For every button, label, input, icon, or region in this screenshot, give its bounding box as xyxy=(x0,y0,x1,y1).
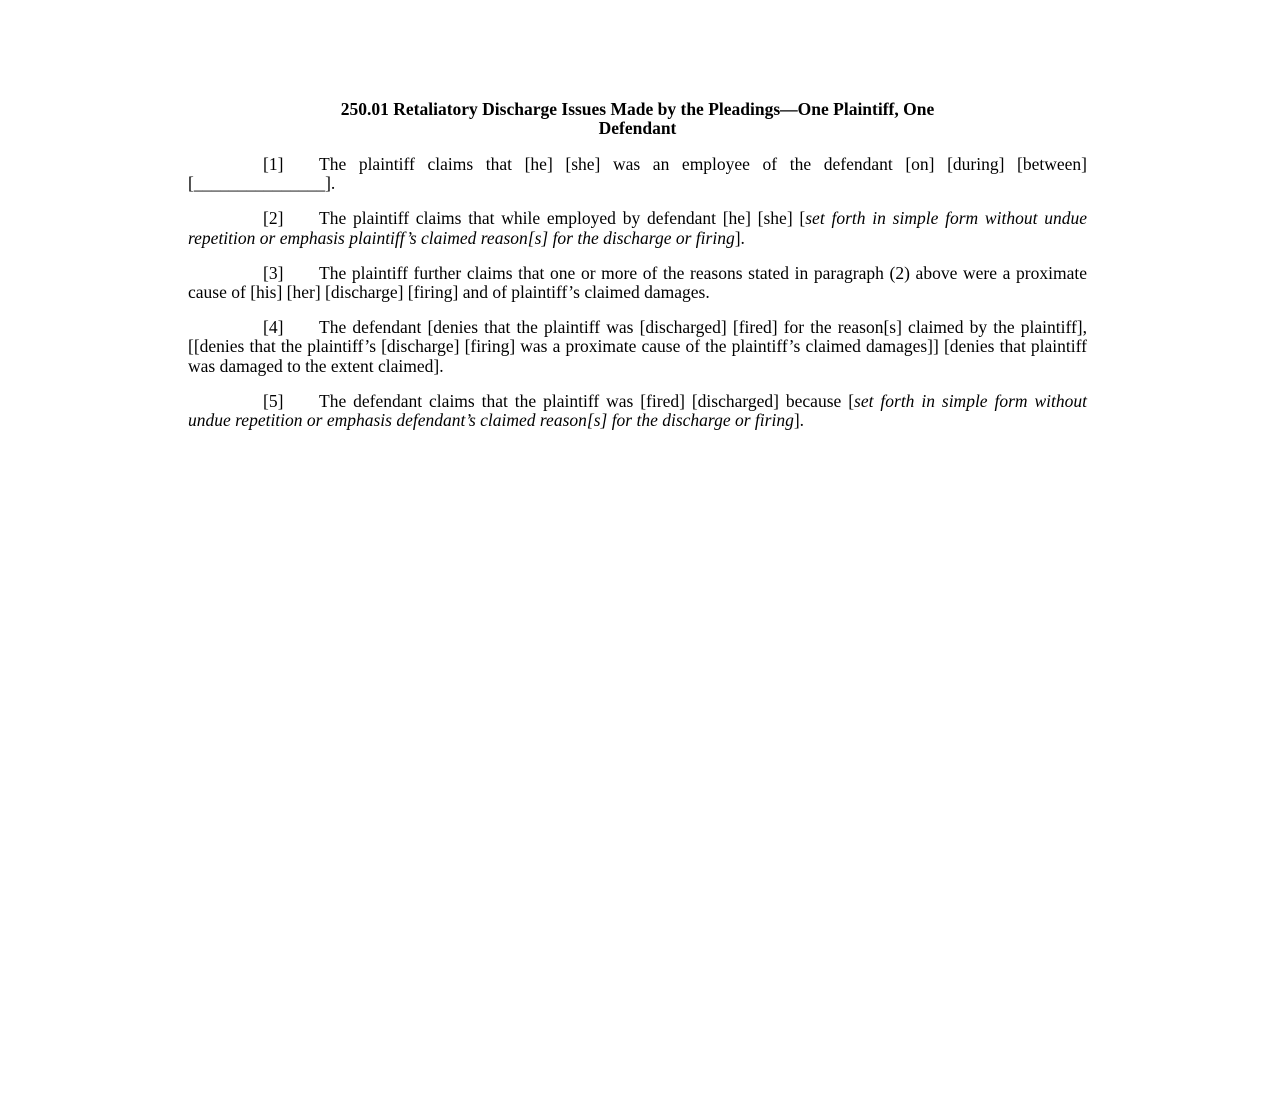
paragraph-text: The plaintiff further claims that one or more of the reasons stated in paragraph (2) above were a proximate cause of [his] [her] [discharge] [firing] and of plaintiff’s claimed damages. xyxy=(188,262,1087,303)
paragraph-5 xyxy=(188,392,1087,430)
paragraph-text: The plaintiff claims that [he] [she] was an employee of the defendant [on] [during] [between] [_______________]. xyxy=(188,154,1087,194)
title-line-1: 250.01 Retaliatory Discharge Issues Made by the Pleadings—One Plaintiff, One xyxy=(340,99,935,119)
paragraph-3 xyxy=(188,264,1087,302)
paragraph-text: The defendant [denies that the plaintiff was [discharged] [fired] for the reason[s] claimed by the plaintiff], [[denies that the plaintiff’s [discharge] [firing] was a proximate cause of the plaintiff’s claimed damages]] [denies that plaintiff was damaged to the extent claimed]. xyxy=(188,317,1087,376)
paragraph-number: [4] xyxy=(263,317,284,338)
paragraph-text-end: ]. xyxy=(734,227,745,248)
paragraph-text-end: ]. xyxy=(793,410,805,431)
paragraph-instruction: set forth in simple form without undue repetition or emphasis defendant’s claimed reason[s] for the discharge or firing xyxy=(188,390,1087,431)
paragraph-number: [2] xyxy=(263,208,284,229)
title-line-2: Defendant xyxy=(598,118,677,138)
paragraph-2 xyxy=(188,209,1087,247)
paragraph-1 xyxy=(188,155,1087,193)
paragraph-text: The plaintiff claims that while employed by defendant [he] [she] [ xyxy=(319,208,806,229)
paragraph-instruction: set forth in simple form without undue repetition or emphasis plaintiff’s claimed reason[s] for the discharge or firing xyxy=(188,208,1087,248)
paragraph-text: The defendant claims that the plaintiff was [fired] [discharged] because [ xyxy=(319,390,855,411)
paragraph-number: [3] xyxy=(263,262,284,283)
page-title xyxy=(188,100,1087,138)
paragraph-number: [5] xyxy=(263,390,284,411)
document-body xyxy=(188,100,1087,430)
paragraph-number: [1] xyxy=(263,154,284,174)
paragraph-4 xyxy=(188,318,1087,376)
